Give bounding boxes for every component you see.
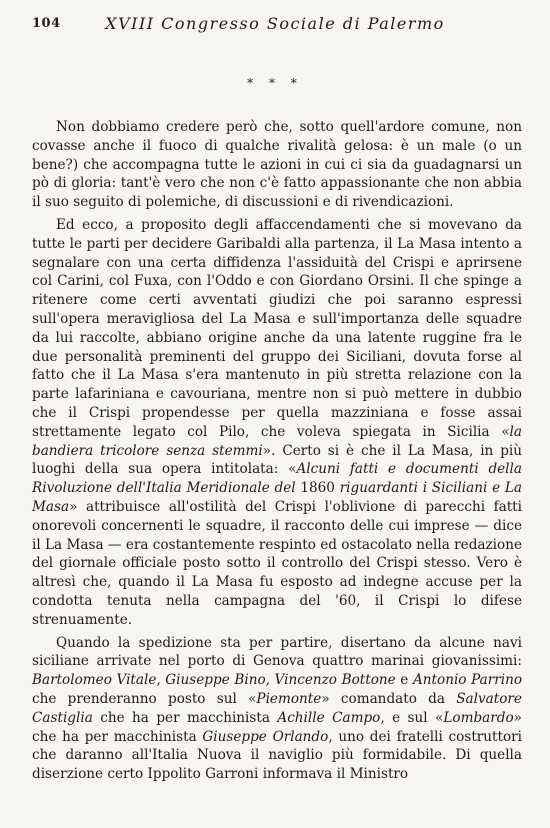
quote-flag: la bandiera tricolore senza stemmi (32, 423, 522, 459)
paragraph-1-text: Non dobbiamo credere però che, sotto quell'ardore comune, non covasse anche il fuoco di qualche rivalità gelosa: è un male (o un bene?) che accompagna tutte le azioni in cui ci sia da guadagnarsi un pò di gloria: tant'è vero che non c'è fatto appassionante che non abbia il suo seguito di polemiche, di discussioni e di rivendicazioni. (32, 119, 522, 211)
sailor-name: Antonio Parrino (412, 672, 523, 689)
sailor-names: Bartolomeo Vitale, Giuseppe Bino, Vincenzo Bottone (32, 672, 396, 689)
paragraph-2 (32, 216, 522, 630)
paragraph-3-text: , e sul « (380, 709, 444, 726)
book-year: 1860 (295, 480, 340, 497)
book-title: Alcuni fatti e documenti della Rivoluzione dell'Italia Meridionale del (32, 461, 522, 497)
paragraph-2-text: ». Certo si è che il La Masa, in più luoghi della sua opera intitolata: « (32, 442, 522, 478)
ship-name: Piemonte (256, 690, 322, 707)
person-name: Salvatore Castiglia (32, 690, 522, 726)
body-text (32, 118, 522, 784)
page-header (32, 14, 518, 38)
paragraph-3 (32, 634, 522, 784)
ship-name: Lombardo (443, 709, 514, 726)
paragraph-3-text: , uno dei fratelli costruttori che daranno all'Italia Nuova il naviglio più formidabile. Di quella diserzione certo Ippolito Garroni informava il Ministro (32, 728, 522, 783)
paragraph-3-text: che prenderanno posto sul « (32, 690, 257, 707)
paragraph-1 (32, 118, 522, 212)
paragraph-3-text: » comandato da (321, 690, 457, 707)
section-separator: * * * (247, 76, 303, 90)
paragraph-3-text: e (395, 672, 413, 689)
paragraph-2-text: Ed ecco, a proposito degli affaccendamenti che si movevano da tutte le parti per decidere Garibaldi alla partenza, il La Masa intento a segnalare con una certa diffidenza l'assiduità del Crispi e aprirsene col Carini, col Fuxa, con l'Oddo e con Giordano Orsini. Il che spinge a ritenere come certi avventati giudizi che poi saranno espressi sull'opera meravigliosa del La Masa e sull'importanza delle squadre da lui raccolte, abbiano origine anche da una latente ruggine fra le due personalità preminenti del gruppo dei Siciliani, dovuta forse al fatto che il La Masa s'era mantenuto in più stretta relazione con la parte lafariniana e cavouriana, mentre non si può mettere in dubbio che il Crispi propendesse per quella mazziniana e fosse assai strettamente legato col Pilo, che voleva spiegata in Sicilia « (32, 216, 522, 440)
paragraph-2-text: » attribuisce all'ostilità del Crispi l'oblivione di parecchi fatti onorevoli concernenti le squadre, il racconto delle cui imprese — dice il La Masa — era costantemente respinto ed ostacolato nella redazione del giornale officiale posto sotto il controllo del Crispi stesso. Vero è altresì che, quando il La Masa fu esposto ad indegne accuse per la condotta tenuta nella campagna del '60, il Crispi lo difese strenuamente. (32, 498, 522, 628)
paragraph-3-text: che ha per macchinista (92, 709, 278, 726)
page-number: 104 (32, 16, 61, 31)
person-name: Giuseppe Orlando (202, 728, 329, 745)
running-title: XVIII Congresso Sociale di Palermo (105, 14, 445, 33)
paragraph-3-text: Quando la spedizione sta per partire, disertano da alcune navi siciliane arrivate nel porto di Genova quattro marinai giovanissimi: (32, 634, 522, 670)
book-title-cont: riguardanti i Siciliani e La Masa (32, 480, 522, 515)
paragraph-3-text: » che ha per macchinista (32, 709, 522, 745)
person-name: Achille Campo (277, 709, 381, 726)
